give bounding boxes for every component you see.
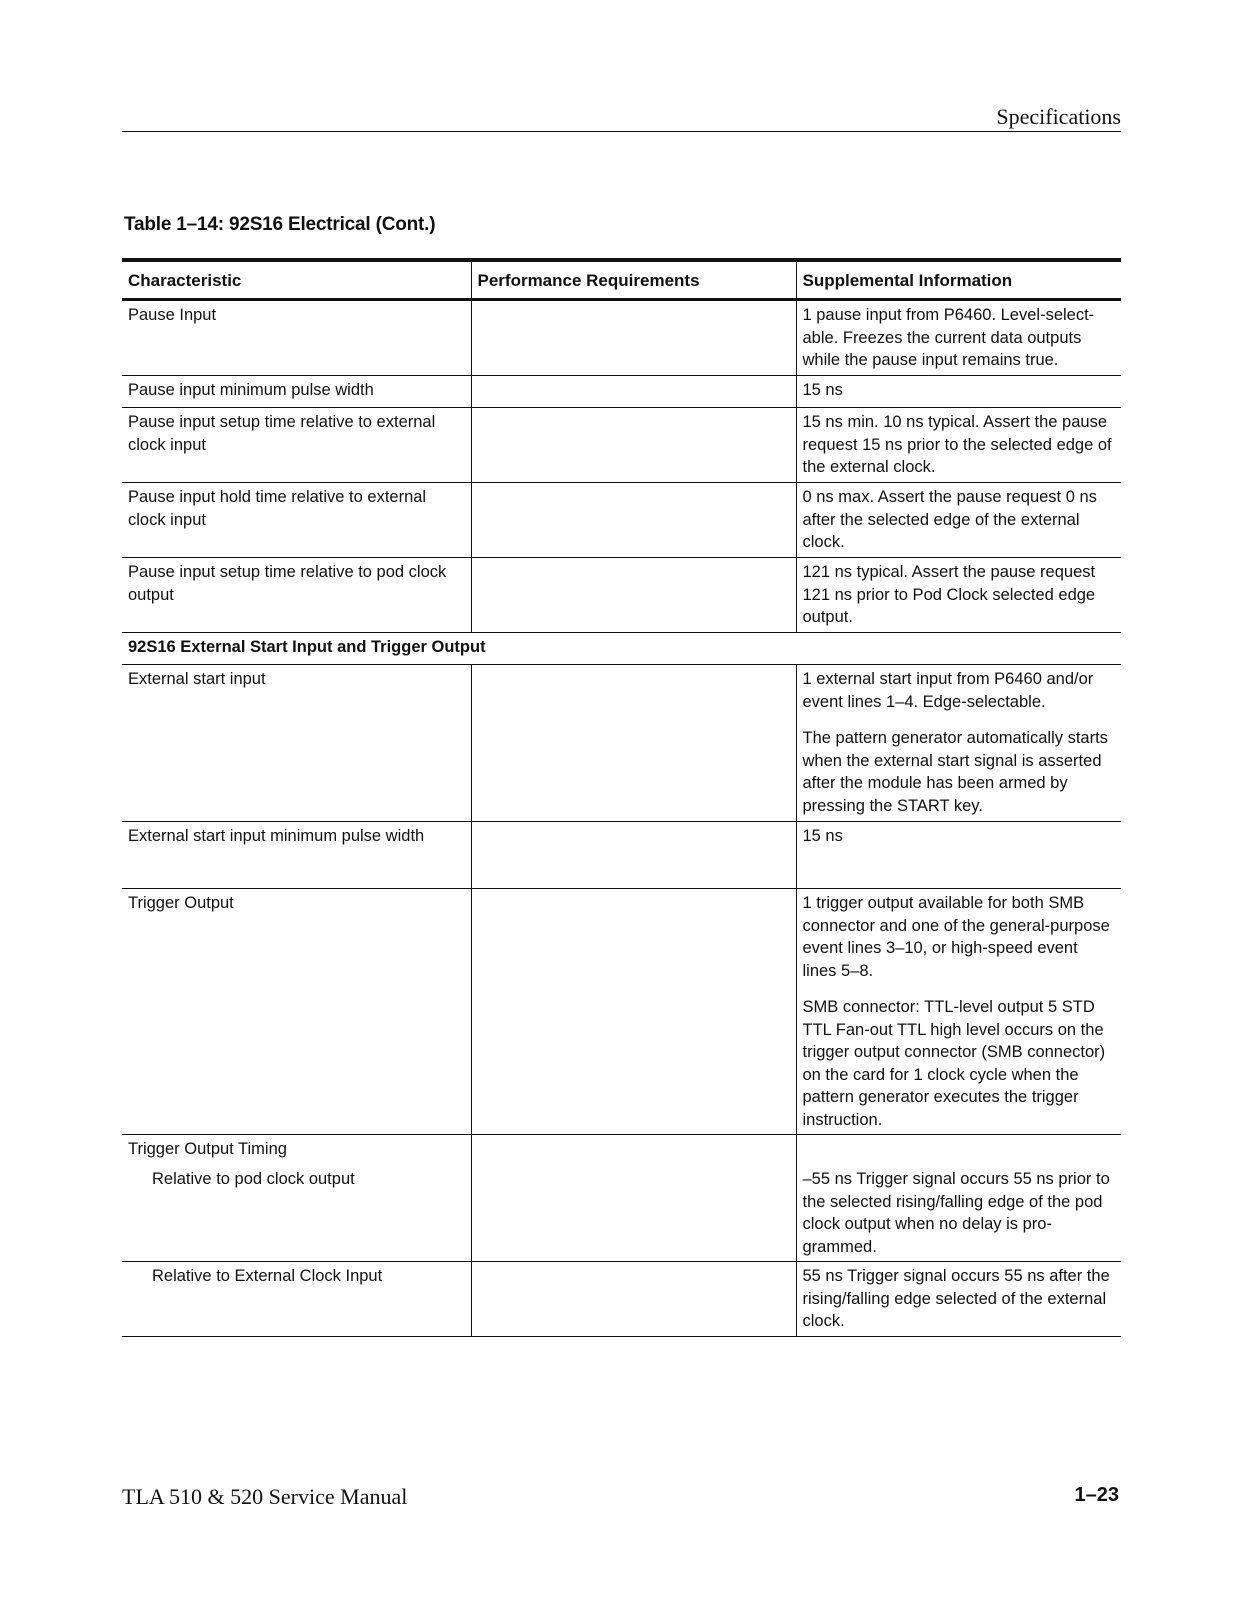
characteristic-cell: Relative to pod clock output bbox=[152, 1170, 355, 1188]
column-header-performance: Performance Requirements bbox=[471, 260, 796, 300]
column-header-supplemental: Supplemental Information bbox=[796, 260, 1121, 300]
spec-table bbox=[122, 258, 1121, 1337]
performance-cell bbox=[471, 665, 796, 822]
section-heading: 92S16 External Start Input and Trigger Output bbox=[128, 638, 486, 656]
characteristic-cell: Pause input minimum pulse width bbox=[128, 381, 374, 399]
table-section-row bbox=[122, 633, 1121, 665]
performance-cell bbox=[471, 889, 796, 1135]
supplemental-paragraph: The pattern generator automatically starts when the external start signal is asserted after the module has been armed by pressing the START key. bbox=[802, 729, 1108, 815]
supplemental-cell: 15 ns min. 10 ns typical. Assert the pause request 15 ns prior to the selected edge of the external clock. bbox=[796, 408, 1121, 483]
characteristic-cell: Pause input hold time relative to external clock input bbox=[128, 488, 427, 529]
supplemental-cell: 55 ns Trigger signal occurs 55 ns after the rising/falling edge selected of the external clock. bbox=[796, 1262, 1121, 1337]
table-row bbox=[122, 376, 1121, 408]
footer-manual-title: TLA 510 & 520 Service Manual bbox=[122, 1484, 408, 1509]
table-row bbox=[122, 1135, 1121, 1166]
column-header-characteristic: Characteristic bbox=[128, 270, 242, 290]
table-row bbox=[122, 558, 1121, 633]
supplemental-cell: 121 ns typical. Assert the pause request 121 ns prior to Pod Clock selected edge output. bbox=[796, 558, 1121, 633]
supplemental-paragraph: 1 trigger output available for both SMB connector and one of the general-purpose event lines 3–10, or high-speed event lines 5–8. bbox=[802, 894, 1110, 980]
header-rule bbox=[122, 131, 1121, 132]
table-row bbox=[122, 1262, 1121, 1337]
performance-cell bbox=[471, 376, 796, 408]
table-row bbox=[122, 300, 1121, 376]
supplemental-cell: 15 ns bbox=[796, 376, 1121, 408]
table-title: Table 1–14: 92S16 Electrical (Cont.) bbox=[124, 214, 436, 235]
performance-cell bbox=[471, 558, 796, 633]
performance-cell bbox=[471, 1135, 796, 1166]
characteristic-cell: Pause input setup time relative to external clock input bbox=[128, 413, 436, 454]
table-row bbox=[122, 822, 1121, 889]
supplemental-cell: 0 ns max. Assert the pause request 0 ns after the selected edge of the external clock. bbox=[796, 483, 1121, 558]
performance-cell bbox=[471, 300, 796, 376]
supplemental-paragraph: 1 external start input from P6460 and/or event lines 1–4. Edge-selectable. bbox=[802, 670, 1094, 711]
table-header-row bbox=[122, 260, 1121, 300]
supplemental-cell bbox=[796, 1135, 1121, 1166]
table-row bbox=[122, 889, 1121, 1135]
characteristic-cell: Trigger Output Timing bbox=[128, 1140, 287, 1158]
table-row bbox=[122, 1165, 1121, 1262]
performance-cell bbox=[471, 408, 796, 483]
performance-cell bbox=[471, 483, 796, 558]
performance-cell bbox=[471, 1165, 796, 1262]
table-row bbox=[122, 665, 1121, 822]
table-row bbox=[122, 408, 1121, 483]
supplemental-cell: 1 pause input from P6460. Level-select-able. Freezes the current data outputs while the pause input remains true. bbox=[796, 300, 1121, 376]
characteristic-cell: Pause input setup time relative to pod clock output bbox=[128, 563, 447, 604]
supplemental-cell: 15 ns bbox=[796, 822, 1121, 889]
supplemental-cell bbox=[796, 889, 1121, 1135]
supplemental-cell: –55 ns Trigger signal occurs 55 ns prior to the selected rising/falling edge of the pod clock output when no delay is pro-grammed. bbox=[796, 1165, 1121, 1262]
supplemental-paragraph: SMB connector: TTL-level output 5 STD TTL Fan-out TTL high level occurs on the trigger output connector (SMB connector) on the card for 1 clock cycle when the pattern generator executes the trigger instruction. bbox=[802, 998, 1106, 1129]
characteristic-cell: Relative to External Clock Input bbox=[122, 1262, 471, 1337]
performance-cell bbox=[471, 1262, 796, 1337]
performance-cell bbox=[471, 822, 796, 889]
table-row bbox=[122, 483, 1121, 558]
supplemental-cell bbox=[796, 665, 1121, 822]
footer-page-number: 1–23 bbox=[1074, 1484, 1119, 1506]
characteristic-cell: Trigger Output bbox=[128, 894, 234, 912]
characteristic-cell: Pause Input bbox=[128, 306, 217, 324]
running-head: Specifications bbox=[996, 104, 1121, 129]
characteristic-cell: External start input minimum pulse width bbox=[128, 827, 425, 845]
characteristic-cell: External start input bbox=[128, 670, 266, 688]
